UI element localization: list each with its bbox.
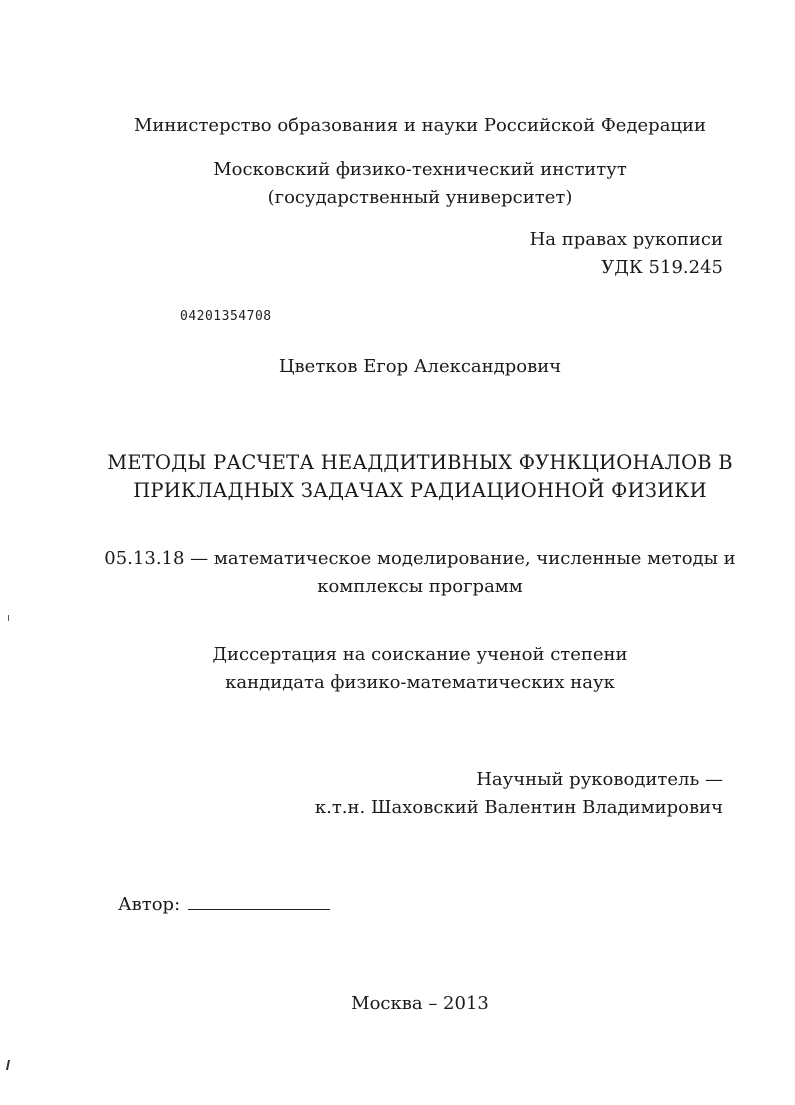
specialty-line-1: 05.13.18 — математическое моделирование, численные методы и <box>104 548 736 569</box>
university-subtitle: (государственный университет) <box>267 187 573 208</box>
supervisor-name: к.т.н. Шаховский Валентин Владимирович <box>314 797 723 818</box>
library-barcode-number: 04201354708 <box>180 309 272 324</box>
thesis-title-line-1: МЕТОДЫ РАСЧЕТА НЕАДДИТИВНЫХ ФУНКЦИОНАЛОВ В <box>107 451 733 474</box>
specialty-line-2: комплексы программ <box>317 576 523 597</box>
degree-line-2: кандидата физико-математических наук <box>225 672 615 693</box>
signature-blank <box>188 908 330 910</box>
author-signature-label: Автор: <box>118 894 181 915</box>
degree-line-1: Диссертация на соискание ученой степени <box>212 644 628 665</box>
city-year: Москва – 2013 <box>351 993 489 1014</box>
manuscript-rights: На правах рукописи <box>529 229 723 250</box>
author-name: Цветков Егор Александрович <box>278 356 562 377</box>
udc-code: УДК 519.245 <box>601 257 723 278</box>
supervisor-label: Научный руководитель — <box>476 769 723 790</box>
thesis-title-line-2: ПРИКЛАДНЫХ ЗАДАЧАХ РАДИАЦИОННОЙ ФИЗИКИ <box>133 479 707 502</box>
ministry-heading: Министерство образования и науки Российской Федерации <box>133 115 707 136</box>
scan-speck <box>8 615 9 621</box>
institute-name: Московский физико-технический институт <box>213 159 627 180</box>
author-signature-line <box>118 894 330 916</box>
scan-mark <box>6 1060 10 1070</box>
